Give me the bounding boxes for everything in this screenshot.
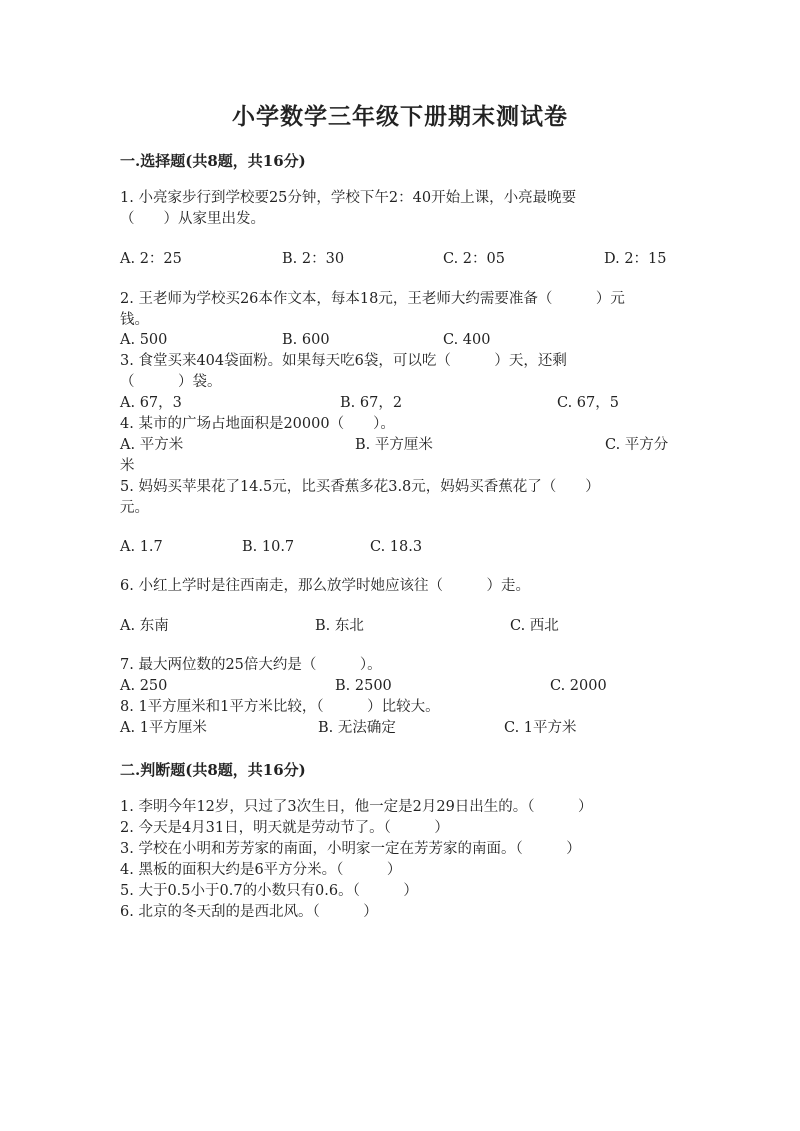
question-2-line-2: 钱。 [120,312,149,328]
judgment-item-6: 6. 北京的冬天刮的是西北风。（ ） [120,904,378,920]
question-3-option-c: C. 67，5 [557,395,619,411]
question-5-line-2: 元。 [120,500,149,516]
question-4-line-1: 4. 某市的广场占地面积是20000（ ）。 [120,416,395,432]
question-3-line-2: （ ）袋。 [120,374,222,390]
question-7-option-b: B. 2500 [335,678,392,694]
question-8-option-a: A. 1平方厘米 [120,720,207,736]
question-3-option-a: A. 67，3 [120,395,182,411]
question-1-option-a: A. 2：25 [120,251,182,267]
question-3-line-1: 3. 食堂买来404袋面粉。如果每天吃6袋，可以吃（ ）天，还剩 [120,353,567,369]
question-4-option-c-wrap: 米 [120,458,135,474]
question-1-option-c: C. 2：05 [443,251,505,267]
question-6-option-b: B. 东北 [315,618,364,634]
judgment-item-2: 2. 今天是4月31日，明天就是劳动节了。（ ） [120,820,449,836]
question-2-line-1: 2. 王老师为学校买26本作文本，每本18元，王老师大约需要准备（ ）元 [120,291,625,307]
question-2-option-c: C. 400 [443,332,491,348]
question-7-line-1: 7. 最大两位数的25倍大约是（ ）。 [120,657,382,673]
question-6-option-a: A. 东南 [120,618,169,634]
question-4-option-a: A. 平方米 [120,437,184,453]
question-8-option-c: C. 1平方米 [504,720,577,736]
page-title: 小学数学三年级下册期末测试卷 [232,103,568,130]
judgment-item-4: 4. 黑板的面积大约是6平方分米。（ ） [120,862,402,878]
question-5-line-1: 5. 妈妈买苹果花了14.5元，比买香蕉多花3.8元，妈妈买香蕉花了（ ） [120,479,600,495]
question-4-option-c: C. 平方分 [605,437,669,453]
question-5-option-b: B. 10.7 [242,539,295,555]
question-6-option-c: C. 西北 [510,618,559,634]
judgment-item-3: 3. 学校在小明和芳芳家的南面，小明家一定在芳芳家的南面。（ ） [120,841,581,857]
question-6-line-1: 6. 小红上学时是往西南走，那么放学时她应该往（ ）走。 [120,578,530,594]
question-2-option-a: A. 500 [120,332,168,348]
section-heading-choice: 一.选择题(共8题，共16分) [120,152,306,170]
question-7-option-c: C. 2000 [550,678,607,694]
question-5-option-c: C. 18.3 [370,539,423,555]
question-1-line-2: （ ）从家里出发。 [120,211,265,227]
question-8-line-1: 8. 1平方厘米和1平方米比较，（ ）比较大。 [120,699,440,715]
section-heading-judgment: 二.判断题(共8题，共16分) [120,761,306,779]
question-5-option-a: A. 1.7 [120,539,163,555]
question-8-option-b: B. 无法确定 [318,720,396,736]
question-7-option-a: A. 250 [120,678,168,694]
judgment-item-5: 5. 大于0.5小于0.7的小数只有0.6。（ ） [120,883,418,899]
question-1-option-b: B. 2：30 [282,251,345,267]
judgment-item-1: 1. 李明今年12岁，只过了3次生日，他一定是2月29日出生的。（ ） [120,799,593,815]
question-3-option-b: B. 67，2 [340,395,403,411]
question-1-option-d: D. 2：15 [604,251,667,267]
question-4-option-b: B. 平方厘米 [355,437,433,453]
question-2-option-b: B. 600 [282,332,330,348]
question-1-line-1: 1. 小亮家步行到学校要25分钟，学校下午2：40开始上课，小亮最晚要 [120,190,577,206]
